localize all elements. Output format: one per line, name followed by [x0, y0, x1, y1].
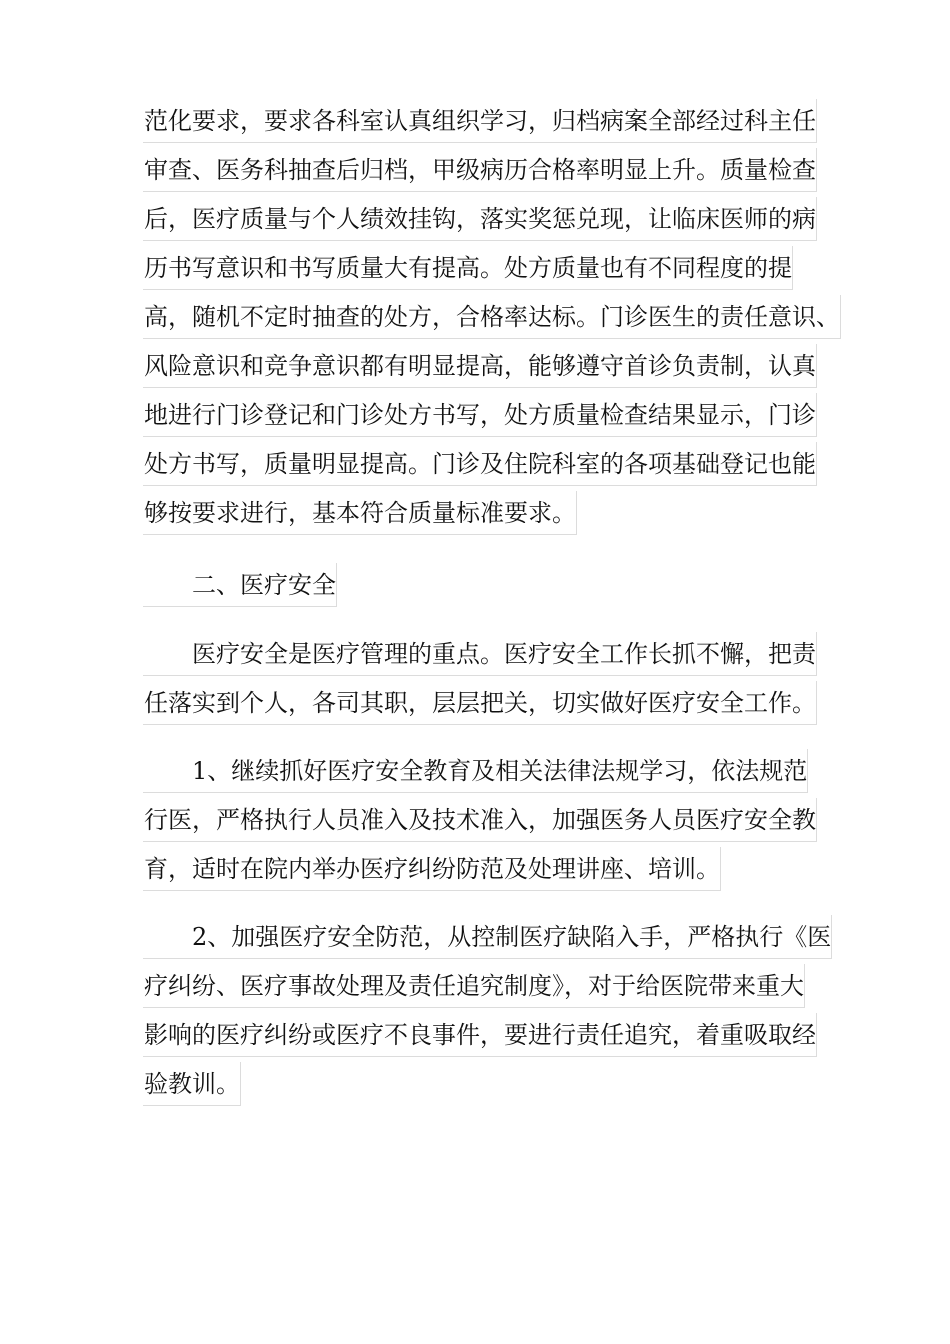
- paragraph-line: 后，医疗质量与个人绩效挂钩，落实奖惩兑现，让临床医师的病: [143, 197, 817, 241]
- paragraph-line: 审查、医务科抽查后归档，甲级病历合格率明显上升。质量检查: [143, 148, 817, 192]
- paragraph-line: 疗纠纷、医疗事故处理及责任追究制度》，对于给医院带来重大: [143, 964, 805, 1008]
- paragraph-line: 处方书写，质量明显提高。门诊及住院科室的各项基础登记也能: [143, 442, 817, 486]
- paragraph-line: 医疗安全是医疗管理的重点。医疗安全工作长抓不懈，把责: [143, 632, 817, 676]
- paragraph-line: 影响的医疗纠纷或医疗不良事件，要进行责任追究，着重吸取经: [143, 1013, 817, 1057]
- paragraph-line: 验教训。: [143, 1062, 241, 1106]
- paragraph-line: 够按要求进行，基本符合质量标准要求。: [143, 491, 577, 535]
- paragraph-line: 风险意识和竞争意识都有明显提高，能够遵守首诊负责制，认真: [143, 344, 817, 388]
- paragraph-line: 高，随机不定时抽查的处方，合格率达标。门诊医生的责任意识、: [143, 295, 841, 339]
- paragraph-line: 2、加强医疗安全防范，从控制医疗缺陷入手，严格执行《医: [143, 915, 832, 959]
- section-heading: 二、医疗安全: [143, 563, 337, 607]
- paragraph-line: 育，适时在院内举办医疗纠纷防范及处理讲座、培训。: [143, 847, 721, 891]
- paragraph-line: 任落实到个人，各司其职，层层把关，切实做好医疗安全工作。: [143, 681, 817, 725]
- paragraph-line: 地进行门诊登记和门诊处方书写，处方质量检查结果显示，门诊: [143, 393, 817, 437]
- paragraph-line: 范化要求，要求各科室认真组织学习，归档病案全部经过科主任: [143, 99, 817, 143]
- paragraph-line: 行医，严格执行人员准入及技术准入，加强医务人员医疗安全教: [143, 798, 817, 842]
- paragraph-line: 1、继续抓好医疗安全教育及相关法律法规学习，依法规范: [143, 749, 808, 793]
- paragraph-line: 历书写意识和书写质量大有提高。处方质量也有不同程度的提: [143, 246, 793, 290]
